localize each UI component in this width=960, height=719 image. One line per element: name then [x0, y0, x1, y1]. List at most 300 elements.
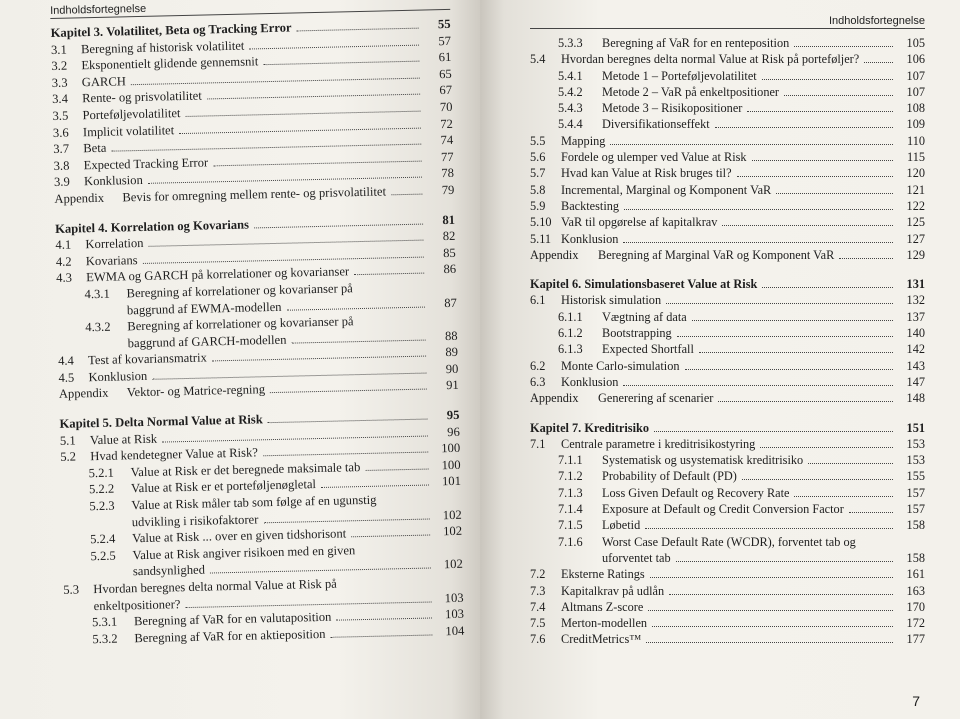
entry-title: Hvordan beregnes delta normal Value at Risk på porteføljer?	[561, 52, 860, 67]
toc-entry	[530, 390, 925, 406]
entry-number: Kapitel 4.	[54, 220, 108, 236]
entry-page-number: 102	[443, 557, 463, 572]
dot-leader	[210, 567, 431, 574]
toc-entry	[530, 534, 925, 567]
entry-number-text: 5.3.3	[558, 36, 583, 50]
entry-number-text: 5.2.2	[88, 482, 115, 497]
entry-number	[530, 341, 602, 357]
entry-page-number: 105	[906, 36, 925, 50]
entry-page-number: 89	[445, 345, 459, 360]
dot-leader	[648, 609, 893, 611]
dot-leader	[685, 368, 893, 370]
entry-number: 3.3	[51, 75, 68, 90]
entry-number: Appendix	[530, 247, 579, 262]
entry-page-number: 67	[439, 83, 453, 98]
entry-title: CreditMetrics™	[561, 632, 642, 647]
entry-number: 5.2	[60, 449, 77, 465]
dot-leader	[213, 159, 421, 166]
entry-number: 6.1	[530, 293, 546, 308]
entry-title: Metode 1 – Porteføljevolatilitet	[602, 68, 757, 83]
toc-entry	[530, 292, 925, 308]
entry-title: Eksterne Ratings	[561, 567, 645, 582]
chapter-heading	[530, 276, 925, 292]
entry-number	[530, 68, 602, 84]
toc-entry	[530, 501, 925, 517]
dot-leader	[646, 641, 893, 643]
entry-title: Kovarians	[85, 252, 138, 268]
entry-number	[64, 613, 134, 631]
entry-number: 4.1	[55, 237, 72, 253]
entry-number-text: 7.1.3	[558, 485, 583, 500]
entry-number: 5.9	[530, 198, 546, 213]
entry-title: Korrelation og Kovarians	[110, 217, 250, 235]
entry-number	[530, 84, 602, 100]
entry-title-continued: enkeltpositioner?	[93, 596, 181, 613]
entry-number	[530, 452, 602, 468]
entry-page-number: 157	[906, 502, 925, 517]
entry-page-number: 81	[442, 212, 456, 227]
entry-title: Centrale parametre i kreditrisikostyring	[561, 436, 756, 451]
entry-number	[530, 534, 602, 550]
toc-entry	[530, 214, 925, 230]
entry-page-number: 147	[906, 374, 925, 389]
entry-number	[530, 116, 602, 132]
entry-title: Konklusion	[88, 368, 148, 385]
entry-number: 7.5	[530, 616, 546, 631]
entry-number	[530, 35, 602, 51]
dot-leader	[776, 192, 893, 194]
entry-number: 3.5	[52, 108, 69, 123]
entry-number: 7.2	[530, 567, 546, 582]
dot-leader	[645, 527, 893, 529]
dot-leader	[677, 335, 893, 337]
entry-title: Bootstrapping	[602, 326, 672, 341]
entry-title: Bevis for omregning mellem rente- og prisvolatilitet	[122, 184, 387, 205]
entry-title-continued: baggrund af EWMA-modellen	[126, 299, 282, 317]
dot-leader	[365, 467, 428, 470]
entry-page-number: 72	[440, 116, 453, 131]
entry-number-text: 6.1.3	[558, 342, 583, 357]
entry-title: Backtesting	[561, 198, 620, 213]
entry-number-text: 4.3.2	[85, 319, 111, 335]
toc-entry	[530, 35, 925, 51]
entry-page-number: 177	[906, 632, 925, 647]
entry-title: Beregning af VaR for en renteposition	[602, 36, 790, 50]
entry-number: 4.3	[56, 270, 73, 286]
dot-leader	[794, 495, 893, 497]
entry-number: 5.6	[530, 150, 546, 165]
entry-number	[530, 517, 602, 533]
toc-entry	[530, 149, 925, 165]
dot-leader	[263, 60, 419, 66]
toc-entry	[530, 198, 925, 214]
entry-number	[530, 485, 602, 501]
right-page	[480, 0, 960, 719]
entry-number	[56, 285, 126, 303]
entry-title: Generering af scenarier	[598, 391, 714, 406]
entry-page-number: 95	[446, 407, 460, 423]
entry-page-number: 65	[438, 66, 452, 81]
toc-entry	[530, 615, 925, 631]
entry-page-number: 103	[444, 590, 464, 605]
entry-title: Kapitalkrav på udlån	[561, 583, 665, 598]
entry-number	[61, 481, 131, 499]
dot-leader	[207, 93, 420, 100]
entry-page-number: 102	[443, 524, 463, 539]
entry-page-number: 86	[443, 262, 457, 277]
dot-leader	[794, 45, 893, 47]
entry-title: Value at Risk angiver risikoen med en given	[132, 543, 356, 563]
dot-leader	[287, 305, 425, 310]
entry-number-text: 6.1.2	[558, 326, 583, 341]
entry-page-number: 122	[906, 198, 925, 213]
entry-number-text: 7.1.4	[558, 502, 583, 517]
toc-entry	[530, 100, 925, 116]
toc-entry	[530, 247, 925, 263]
entry-page-number: 125	[906, 215, 925, 230]
entry-page-number: 103	[444, 606, 465, 622]
entry-number: Appendix	[58, 386, 109, 402]
toc-entry	[530, 133, 925, 149]
entry-number-text: 5.2.1	[88, 465, 114, 481]
entry-number-text: 7.1.2	[558, 469, 583, 484]
dot-leader	[212, 355, 426, 362]
entry-title: Systematisk og usystematisk kreditrisiko	[602, 453, 804, 468]
dot-leader	[669, 593, 893, 595]
entry-page-number: 127	[906, 231, 925, 246]
entry-number: 7.6	[530, 632, 546, 647]
entry-page-number: 107	[906, 68, 925, 83]
entry-page-number: 115	[907, 150, 925, 165]
entry-number: Kapitel 3.	[50, 24, 104, 40]
entry-page-number: 100	[441, 441, 461, 456]
entry-title: Hvad kendetegner Value at Risk?	[90, 445, 259, 464]
entry-page-number: 131	[906, 277, 925, 292]
entry-title: Test af kovariansmatrix	[87, 350, 207, 368]
dot-leader	[330, 633, 432, 637]
entry-number: Kapitel 6.	[530, 277, 582, 292]
chapter-heading	[530, 420, 925, 436]
entry-page-number: 148	[906, 391, 925, 406]
left-page-content	[50, 0, 465, 648]
entry-title: Fordele og ulemper ved Value at Risk	[561, 150, 747, 165]
entry-title: Simulationsbaseret Value at Risk	[584, 277, 758, 292]
entry-page-number: 153	[906, 436, 925, 451]
entry-number	[60, 464, 130, 482]
entry-page-number: 142	[906, 342, 925, 357]
entry-title: Altmans Z-score	[561, 599, 644, 614]
entry-title: Beregning af Marginal VaR og Komponent VaR	[598, 247, 835, 262]
entry-page-number: 155	[906, 469, 925, 484]
entry-number	[62, 547, 132, 565]
entry-page-number: 158	[906, 550, 925, 565]
entry-number: 5.11	[530, 231, 552, 246]
dot-leader	[849, 511, 893, 513]
dot-leader	[254, 222, 423, 228]
dot-leader	[784, 94, 893, 96]
dot-leader	[762, 286, 893, 288]
entry-title: Konklusion	[561, 231, 619, 246]
dot-leader	[268, 418, 428, 424]
entry-number	[530, 309, 602, 325]
dot-leader	[354, 272, 424, 276]
entry-page-number: 79	[441, 182, 455, 198]
entry-number: 5.3	[63, 582, 80, 597]
entry-title: Value at Risk måler tab som følge af en ugunstig	[131, 492, 377, 513]
toc-entry	[530, 116, 925, 132]
entry-page-number: 88	[444, 328, 458, 343]
dot-leader	[336, 617, 432, 621]
entry-page-number: 137	[906, 309, 925, 324]
entry-title: Value at Risk er det beregnede maksimale tab	[130, 459, 361, 480]
entry-title: VaR til opgørelse af kapitalkrav	[561, 215, 718, 230]
dot-leader	[652, 625, 893, 627]
entry-number: 3.7	[53, 141, 70, 157]
entry-title: Beregning af korrelationer og kovarianser på	[127, 314, 354, 334]
entry-title-continued: udvikling i risikofaktorer	[131, 512, 259, 529]
entry-number: 7.1	[530, 436, 546, 451]
dot-leader	[762, 78, 893, 80]
entry-page-number: 101	[441, 474, 462, 489]
toc-list-right	[530, 35, 925, 648]
entry-title: Metode 2 – VaR på enkeltpositioner	[602, 84, 780, 99]
entry-page-number: 55	[437, 16, 451, 32]
entry-number: 6.2	[530, 358, 546, 373]
entry-number: 6.3	[530, 374, 546, 389]
entry-number: 4.5	[58, 370, 75, 385]
dot-leader	[624, 208, 893, 210]
toc-entry	[530, 309, 925, 325]
entry-number	[57, 318, 127, 336]
dot-leader	[699, 351, 893, 353]
entry-title: Vektor- og Matrice-regning	[126, 382, 266, 400]
dot-leader	[722, 224, 893, 226]
entry-title: Vægtning af data	[602, 309, 687, 324]
entry-page-number: 78	[441, 166, 455, 181]
entry-number-text: 7.1.6	[558, 534, 583, 549]
entry-number: 5.8	[530, 182, 546, 197]
entry-page-number: 158	[906, 518, 925, 533]
entry-page-number: 90	[445, 361, 459, 376]
entry-number-text: 7.1.1	[558, 453, 583, 468]
dot-leader	[391, 193, 422, 196]
toc-list-left	[50, 16, 464, 648]
entry-title: Kreditrisiko	[584, 420, 650, 435]
entry-page-number: 121	[906, 182, 925, 197]
entry-page-number: 120	[906, 166, 925, 181]
entry-number: 4.4	[57, 353, 75, 369]
entry-title: Konklusion	[561, 374, 619, 389]
entry-number	[62, 530, 132, 548]
entry-page-number: 143	[906, 358, 925, 373]
toc-entry	[530, 583, 925, 599]
toc-entry	[530, 341, 925, 357]
toc-entry	[530, 84, 925, 100]
dot-leader	[610, 143, 893, 145]
dot-leader	[747, 110, 893, 112]
entry-title: Monte Carlo-simulation	[561, 358, 680, 373]
dot-leader	[654, 430, 893, 432]
toc-entry	[530, 436, 925, 452]
right-page-content	[530, 14, 925, 648]
dot-leader	[185, 110, 420, 117]
entry-page-number: 87	[444, 295, 458, 310]
entry-title: Exposure at Default og Credit Conversion Factor	[602, 502, 844, 517]
dot-leader	[351, 534, 430, 538]
entry-number	[64, 630, 134, 648]
dot-leader	[737, 175, 893, 177]
entry-page-number: 107	[906, 84, 925, 99]
entry-page-number: 102	[442, 507, 462, 522]
dot-leader	[864, 61, 893, 63]
entry-number: 3.4	[52, 91, 69, 107]
entry-title: Hvad kan Value at Risk bruges til?	[561, 166, 732, 181]
entry-page-number: 129	[906, 247, 925, 262]
entry-page-number: 57	[438, 33, 452, 48]
toc-entry	[530, 374, 925, 390]
dot-leader	[297, 27, 419, 32]
toc-entry	[530, 165, 925, 181]
entry-title: Delta Normal Value at Risk	[114, 412, 263, 430]
entry-number: 3.6	[52, 125, 69, 140]
entry-page-number: 161	[906, 567, 925, 582]
entry-page-number: 85	[442, 245, 456, 260]
entry-title: Diversifikationseffekt	[602, 117, 710, 132]
entry-page-number: 108	[906, 101, 925, 116]
entry-title: Mapping	[561, 133, 606, 148]
entry-number	[530, 501, 602, 517]
entry-number-text: 5.4.2	[558, 84, 583, 99]
entry-title: Historisk simulation	[561, 293, 662, 308]
dot-leader	[676, 560, 893, 562]
toc-entry	[530, 468, 925, 484]
entry-page-number: 82	[442, 228, 456, 244]
toc-entry	[530, 231, 925, 247]
entry-title: Metode 3 – Risikopositioner	[602, 101, 743, 116]
running-header-left: Indholdsfortegnelse	[50, 0, 450, 19]
page-number: 7	[912, 693, 920, 709]
entry-number	[530, 100, 602, 116]
entry-title-continued: uforventet tab	[602, 550, 671, 565]
dot-leader	[623, 241, 893, 243]
toc-entry	[530, 485, 925, 501]
entry-number: 4.2	[55, 254, 72, 269]
entry-title: Løbetid	[602, 518, 641, 533]
entry-page-number: 157	[906, 485, 925, 500]
entry-title: Konklusion	[83, 173, 143, 189]
entry-number: Kapitel 7.	[530, 420, 582, 435]
entry-title: GARCH	[81, 74, 127, 90]
entry-number-text: 5.4.4	[558, 117, 583, 132]
entry-page-number: 172	[906, 616, 925, 631]
entry-page-number: 132	[906, 293, 925, 308]
entry-page-number: 140	[906, 326, 925, 341]
toc-entry-continuation	[530, 550, 925, 566]
entry-number-text: 5.2.3	[89, 498, 115, 514]
dot-leader	[179, 126, 421, 133]
entry-page-number: 153	[906, 453, 925, 468]
entry-number: 3.9	[53, 174, 70, 190]
entry-number-text: 5.2.5	[90, 548, 116, 564]
entry-page-number: 163	[906, 583, 925, 598]
entry-title: Beregning af VaR for en aktieposition	[134, 626, 326, 646]
dot-leader	[292, 338, 426, 343]
entry-number-text: 5.2.4	[89, 531, 116, 547]
dot-leader	[263, 517, 429, 523]
entry-title: EWMA og GARCH på korrelationer og kovarianser	[86, 264, 350, 285]
entry-page-number: 61	[438, 50, 452, 65]
dot-leader	[692, 319, 893, 321]
entry-number: Appendix	[54, 190, 105, 206]
entry-title: Porteføljevolatilitet	[82, 106, 181, 123]
entry-number-text: 6.1.1	[558, 309, 583, 324]
entry-page-number: 151	[906, 420, 925, 435]
entry-title: Beregning af korrelationer og kovarianser på	[126, 281, 353, 301]
toc-entry	[530, 517, 925, 533]
entry-title: Implicit volatilitet	[82, 122, 175, 139]
entry-page-number: 104	[445, 623, 465, 638]
toc-entry	[530, 631, 925, 647]
entry-title: Eksponentielt glidende gennemsnit	[81, 54, 259, 73]
dot-leader	[623, 384, 893, 386]
entry-title: Merton-modellen	[561, 616, 648, 631]
toc-entry	[530, 68, 925, 84]
entry-number: 7.3	[530, 583, 546, 598]
toc-entry-line	[530, 534, 925, 550]
entry-title: Volatilitet, Beta og Tracking Error	[106, 20, 292, 39]
dot-leader	[839, 257, 893, 259]
entry-title: Loss Given Default og Recovery Rate	[602, 485, 790, 500]
entry-number-text: 4.3.1	[84, 286, 110, 302]
dot-leader	[321, 484, 429, 488]
entry-title: Value at Risk	[89, 431, 158, 447]
toc-entry	[530, 325, 925, 341]
entry-number: 7.4	[530, 599, 546, 614]
dot-leader	[650, 576, 893, 578]
entry-title: Rente- og prisvolatilitet	[81, 88, 202, 106]
entry-page-number: 70	[439, 99, 453, 115]
entry-page-number: 109	[906, 117, 925, 132]
entry-number: 3.2	[51, 58, 68, 74]
toc-entry	[530, 566, 925, 582]
entry-title-continued: baggrund af GARCH-modellen	[127, 332, 287, 351]
dot-leader	[752, 159, 893, 161]
entry-number: 5.1	[59, 433, 76, 448]
dot-leader	[249, 43, 419, 49]
entry-title: Beregning af historisk volatilitet	[80, 38, 245, 56]
entry-page-number: 77	[440, 149, 454, 164]
entry-title: Beregning af VaR for en valutaposition	[133, 609, 332, 629]
entry-page-number: 74	[440, 133, 454, 148]
entry-title: Incremental, Marginal og Komponent VaR	[561, 182, 772, 197]
entry-title: Value at Risk ... over en given tidshorisont	[131, 526, 347, 546]
entry-page-number: 106	[906, 52, 925, 67]
entry-title-continued: sandsynlighed	[132, 563, 206, 579]
entry-title: Hvordan beregnes delta normal Value at Risk på	[93, 576, 337, 597]
dot-leader	[760, 446, 893, 448]
entry-number: 5.5	[530, 133, 546, 148]
entry-page-number: 96	[447, 424, 460, 439]
entry-title: Beta	[83, 140, 107, 156]
entry-number-text: 7.1.5	[558, 518, 583, 533]
entry-number-text: 5.3.2	[92, 631, 118, 646]
toc-entry	[530, 452, 925, 468]
entry-title: Probability of Default (PD)	[602, 469, 737, 484]
dot-leader	[666, 302, 893, 304]
entry-page-number: 91	[446, 378, 459, 393]
toc-entry	[530, 51, 925, 67]
running-header-right: Indholdsfortegnelse	[530, 14, 925, 29]
